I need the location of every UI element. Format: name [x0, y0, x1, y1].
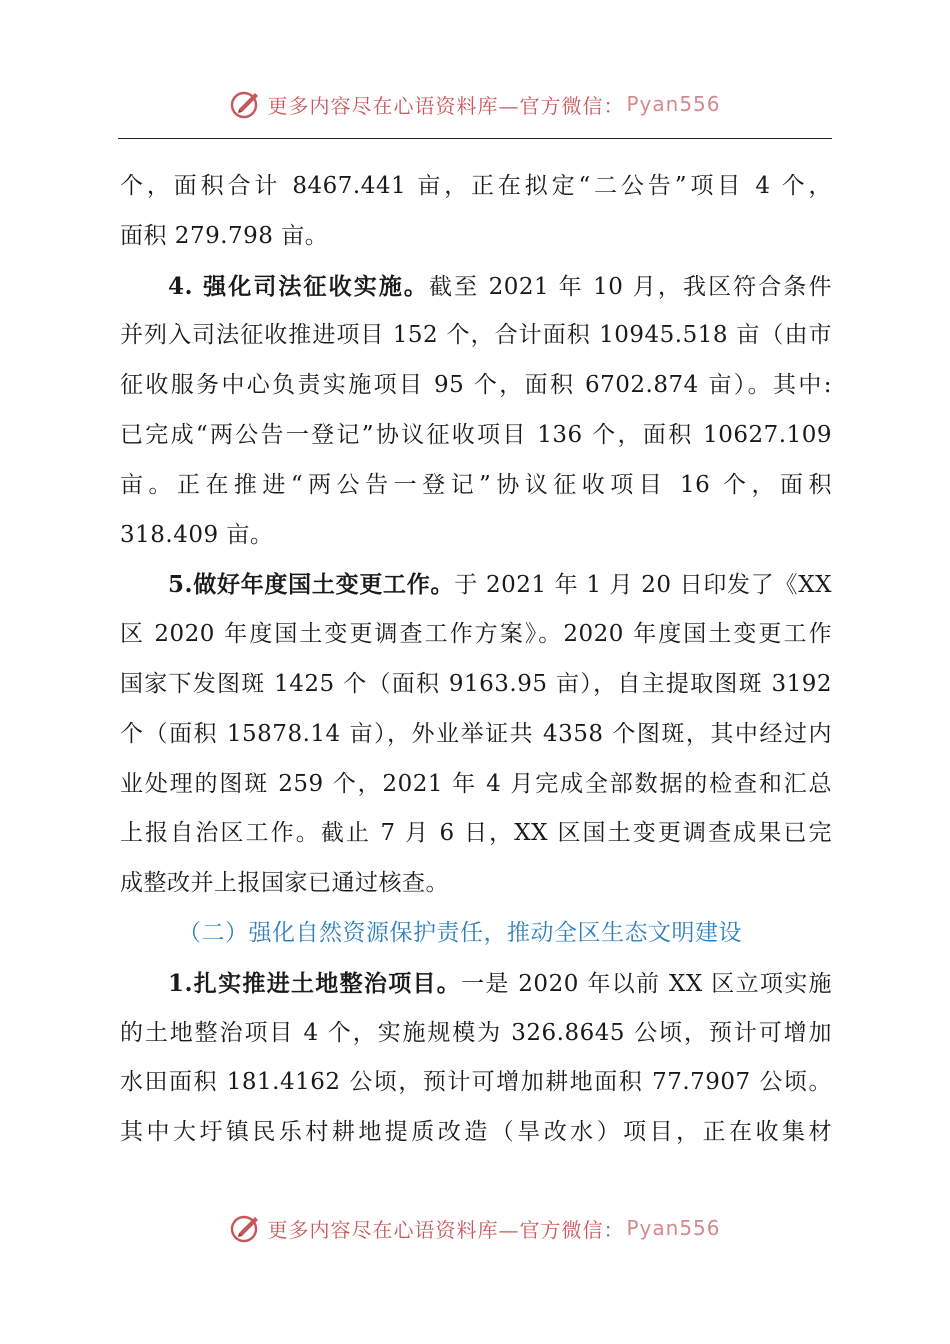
text-line: 上报自治区工作。截止 7 月 6 日，XX 区国土变更调查成果已完 — [120, 820, 832, 847]
footer-banner-text: 更多内容尽在心语资料库—官方微信： — [267, 1217, 625, 1242]
header-banner — [0, 84, 950, 124]
text-line: 318.409 亩。 — [120, 521, 274, 548]
document-body — [120, 162, 832, 1158]
footer-banner — [0, 1208, 950, 1248]
text-line: 并列入司法征收推进项目 152 个，合计面积 10945.518 亩（由市 — [120, 322, 832, 349]
section-2-heading: （二）强化自然资源保护责任，推动全区生态文明建设 — [178, 919, 742, 946]
text-line: 面积 279.798 亩。 — [120, 222, 329, 249]
header-banner-handle: Pyan556 — [626, 92, 721, 116]
text-line: 成整改并上报国家已通过核查。 — [120, 870, 449, 897]
text-line: 其中大圩镇民乐村耕地提质改造（旱改水）项目，正在收集材 — [120, 1119, 832, 1146]
paragraph-1-first-line — [120, 959, 832, 1009]
header-divider — [118, 138, 832, 139]
text-line: 征收服务中心负责实施项目 95 个，面积 6702.874 亩）。其中: — [120, 372, 832, 399]
paragraph-5-heading: 5.做好年度国土变更工作。 — [168, 571, 455, 599]
text-run: 于 2021 年 1 月 20 日印发了《XX — [454, 572, 832, 599]
text-line: 已完成“两公告一登记”协议征收项目 136 个，面积 10627.109 — [120, 421, 832, 448]
text-run: 截至 2021 年 10 月，我区符合条件 — [429, 273, 832, 300]
text-line: 区 2020 年度国土变更调查工作方案》。2020 年度国土变更工作 — [120, 621, 832, 648]
footer-banner-handle: Pyan556 — [626, 1216, 721, 1240]
text-line: 个（面积 15878.14 亩），外业举证共 4358 个图斑，其中经过内 — [120, 720, 832, 747]
paragraph-5-first-line — [120, 560, 832, 610]
paragraph-4-first-line — [120, 262, 832, 312]
quill-logo-icon — [229, 87, 263, 121]
text-line: 业处理的图斑 259 个，2021 年 4 月完成全部数据的检查和汇总 — [120, 770, 832, 797]
text-line: 水田面积 181.4162 公顷，预计可增加耕地面积 77.7907 公顷。 — [120, 1069, 832, 1096]
header-banner-text: 更多内容尽在心语资料库—官方微信： — [267, 93, 625, 118]
quill-logo-icon — [229, 1211, 263, 1245]
paragraph-4-heading: 4. 强化司法征收实施。 — [168, 272, 430, 300]
text-line: 亩。正在推进“两公告一登记”协议征收项目 16 个，面积 — [120, 471, 832, 498]
text-run: 一是 2020 年以前 XX 区立项实施 — [461, 970, 832, 997]
text-line: 的土地整治项目 4 个，实施规模为 326.8645 公顷，预计可增加 — [120, 1019, 832, 1046]
paragraph-1-heading: 1.扎实推进土地整治项目。 — [168, 969, 462, 997]
text-line: 国家下发图斑 1425 个（面积 9163.95 亩），自主提取图斑 3192 — [120, 670, 832, 697]
text-line: 个，面积合计 8467.441 亩，正在拟定“二公告”项目 4 个， — [120, 173, 832, 199]
